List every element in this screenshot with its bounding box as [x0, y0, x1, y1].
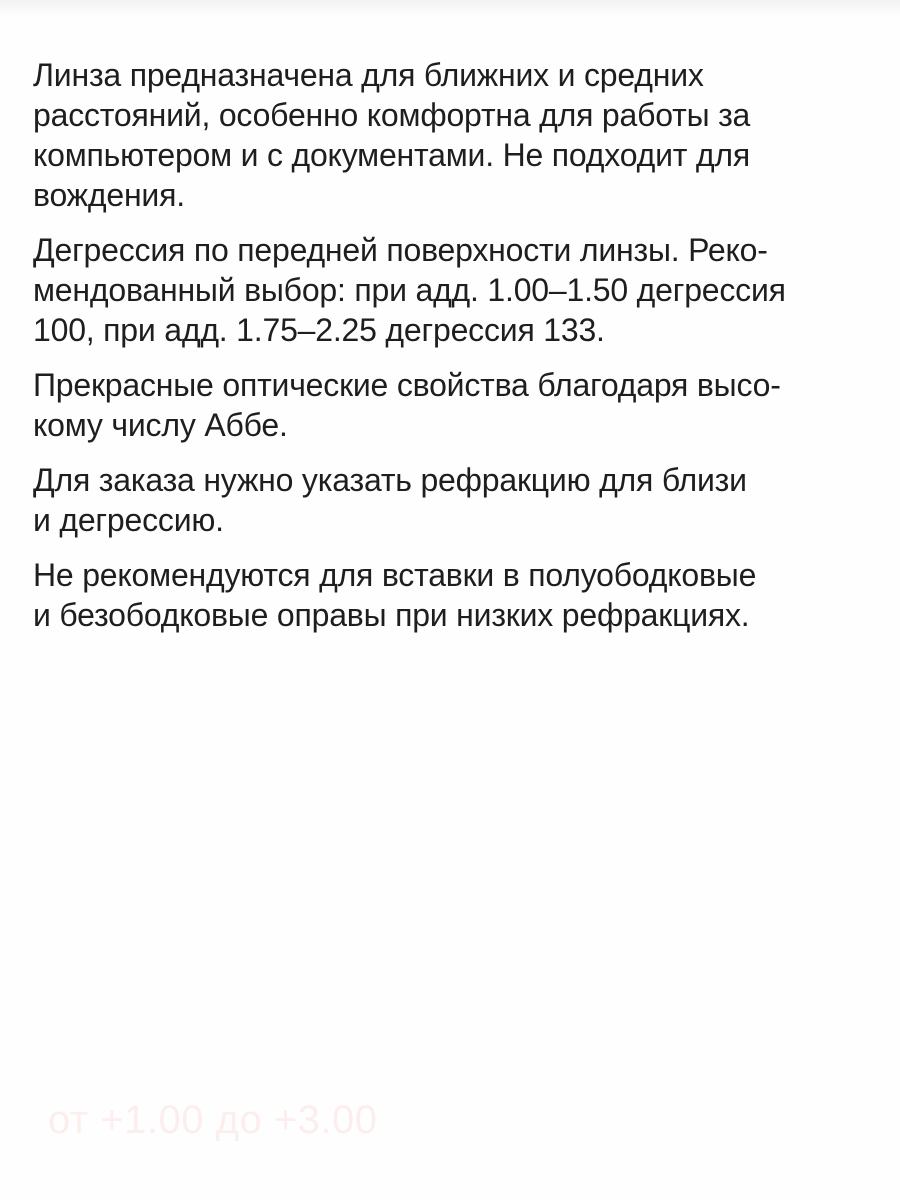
page-top-shade — [0, 0, 900, 16]
paragraph-order-instructions — [33, 460, 873, 540]
paragraph-lens-purpose — [33, 55, 873, 215]
text-line: Для заказа нужно указать рефракцию для близи — [33, 462, 747, 498]
text-line: вождения. — [33, 177, 185, 213]
paragraph-degression-info — [33, 230, 873, 350]
text-line: мендованный выбор: при адд. 1.00–1.50 дегрессия — [33, 272, 786, 308]
text-line: Не рекомендуются для вставки в полуободковые — [33, 557, 757, 593]
text-line: и дегрессию. — [33, 502, 224, 538]
paragraph-optical-properties — [33, 365, 873, 445]
text-line: 100, при адд. 1.75–2.25 дегрессия 133. — [33, 312, 605, 348]
refraction-range-watermark: от +1.00 до +3.00 — [48, 1098, 378, 1142]
text-line: Прекрасные оптические свойства благодаря высо- — [33, 367, 781, 403]
text-line: расстояний, особенно комфортна для работы за — [33, 97, 751, 133]
text-line: и безободковые оправы при низких рефракциях. — [33, 597, 750, 633]
text-line: Линза предназначена для ближних и средних — [33, 57, 704, 93]
text-line: кому числу Аббе. — [33, 407, 288, 443]
paragraph-frame-warning — [33, 555, 873, 635]
text-line: Дегрессия по передней поверхности линзы. Реко- — [33, 232, 768, 268]
description-text-block — [33, 55, 873, 650]
text-line: компьютером и с документами. Не подходит для — [33, 137, 750, 173]
